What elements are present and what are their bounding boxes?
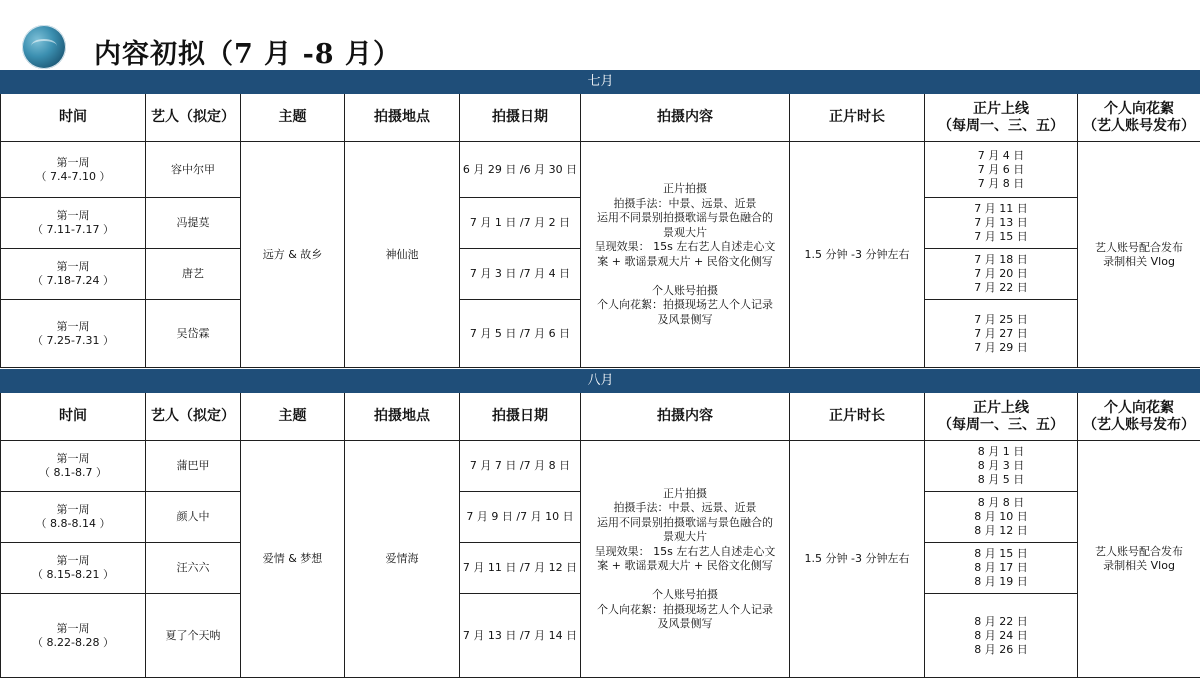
release-date: 7 月 27 日 [974,327,1028,340]
column-header-row [1,393,1200,441]
week-label: 第一周 [57,554,90,567]
release-date: 8 月 26 日 [974,643,1028,656]
shoot-date-cell: 7 月 7 日 /7 月 8 日 [460,441,581,492]
header-extra-line: 个人向花絮 [1104,101,1174,117]
release-date: 8 月 10 日 [974,510,1028,523]
duration-cell: 1.5 分钟 -3 分钟左右 [790,441,925,678]
content-line: 景观大片 [663,226,707,239]
release-dates-cell [925,249,1078,300]
release-date: 7 月 20 日 [974,267,1028,280]
content-line: 景观大片 [663,530,707,543]
release-date: 8 月 22 日 [974,615,1028,628]
theme-cell: 远方 & 故乡 [241,142,345,368]
release-dates-cell [925,142,1078,198]
content-line: 案 + 歌谣景观大片 + 民俗文化侧写 [597,559,772,572]
release-date: 8 月 15 日 [974,547,1028,560]
content-line: 呈现效果： 15s 左右艺人自述走心文 [595,240,776,253]
extra-line: 录制相关 Vlog [1103,559,1175,572]
month-band [1,71,1200,94]
artist-cell: 蒲巴甲 [146,441,241,492]
release-date: 8 月 17 日 [974,561,1028,574]
release-date: 7 月 8 日 [978,177,1025,190]
release-dates-cell [925,492,1078,543]
extra-cell [1078,441,1200,678]
header-duration: 正片时长 [790,94,925,142]
week-range: （ 7.11-7.17 ） [32,223,114,236]
release-date: 7 月 15 日 [974,230,1028,243]
month-label: 七月 [1,71,1200,94]
release-dates-cell [925,543,1078,594]
week-label: 第一周 [57,156,90,169]
header-content: 拍摄内容 [581,393,790,441]
release-date: 8 月 1 日 [978,445,1025,458]
content-line: 个人账号拍摄 [652,284,718,297]
week-range: （ 8.22-8.28 ） [32,636,114,649]
week-label: 第一周 [57,209,90,222]
release-dates-cell [925,300,1078,368]
header-extra-line: 个人向花絮 [1104,400,1174,416]
content-line: 个人向花絮：拍摄现场艺人个人记录 [597,603,773,616]
week-range: （ 8.1-8.7 ） [39,466,107,479]
release-dates-cell [925,441,1078,492]
week-cell [1,300,146,368]
header-extra [1078,393,1200,441]
week-cell [1,543,146,594]
header-release [925,393,1078,441]
header-time: 时间 [1,393,146,441]
content-line: 及风景侧写 [658,313,713,326]
release-date: 8 月 5 日 [978,473,1025,486]
content-line: 案 + 歌谣景观大片 + 民俗文化侧写 [597,255,772,268]
artist-cell: 冯提莫 [146,198,241,249]
header-location: 拍摄地点 [345,94,460,142]
header-time: 时间 [1,94,146,142]
theme-cell: 爱情 & 梦想 [241,441,345,678]
release-date: 7 月 13 日 [974,216,1028,229]
extra-line: 艺人账号配合发布 [1095,545,1183,558]
artist-cell: 汪六六 [146,543,241,594]
release-date: 7 月 29 日 [974,341,1028,354]
artist-cell: 唐艺 [146,249,241,300]
header-extra-line: （艺人账号发布） [1083,118,1195,134]
release-date: 7 月 4 日 [978,149,1025,162]
header-release-line: 正片上线 [973,101,1029,117]
release-date: 7 月 22 日 [974,281,1028,294]
header-theme: 主题 [241,393,345,441]
release-date: 8 月 19 日 [974,575,1028,588]
content-line: 运用不同景别拍摄歌谣与景色融合的 [597,211,773,224]
week-label: 第一周 [57,622,90,635]
content-line: 个人账号拍摄 [652,588,718,601]
header-extra-line: （艺人账号发布） [1083,417,1195,433]
release-date: 7 月 11 日 [974,202,1028,215]
extra-line: 艺人账号配合发布 [1095,241,1183,254]
location-cell: 爱情海 [345,441,460,678]
content-line: 个人向花絮：拍摄现场艺人个人记录 [597,298,773,311]
shoot-date-cell: 6 月 29 日 /6 月 30 日 [460,142,581,198]
header-duration: 正片时长 [790,393,925,441]
shoot-date-cell: 7 月 11 日 /7 月 12 日 [460,543,581,594]
content-line: 拍摄手法：中景、远景、近景 [614,197,757,210]
artist-cell: 颜人中 [146,492,241,543]
week-label: 第一周 [57,452,90,465]
release-date: 8 月 3 日 [978,459,1025,472]
table-row [1,142,1200,198]
week-label: 第一周 [57,260,90,273]
release-dates-cell [925,594,1078,678]
week-cell [1,492,146,543]
header-release-line: 正片上线 [973,400,1029,416]
shoot-date-cell: 7 月 9 日 /7 月 10 日 [460,492,581,543]
header-release-line: （每周一、三、五） [938,417,1064,433]
week-cell [1,441,146,492]
week-range: （ 7.4-7.10 ） [36,170,111,183]
july-schedule-table [0,70,1200,368]
week-cell [1,594,146,678]
header-date: 拍摄日期 [460,94,581,142]
content-line: 正片拍摄 [663,487,707,500]
month-band [1,370,1200,393]
week-cell [1,142,146,198]
release-date: 7 月 25 日 [974,313,1028,326]
week-label: 第一周 [57,320,90,333]
logo-icon [22,25,66,69]
release-date: 7 月 18 日 [974,253,1028,266]
header-extra [1078,94,1200,142]
header-theme: 主题 [241,94,345,142]
week-label: 第一周 [57,503,90,516]
august-schedule-table [0,369,1200,678]
header-date: 拍摄日期 [460,393,581,441]
content-line: 拍摄手法：中景、远景、近景 [614,501,757,514]
column-header-row [1,94,1200,142]
week-range: （ 7.25-7.31 ） [32,334,114,347]
content-cell [581,441,790,678]
content-line: 正片拍摄 [663,182,707,195]
release-date: 8 月 24 日 [974,629,1028,642]
header-content: 拍摄内容 [581,94,790,142]
table-row [1,441,1200,492]
page-header [0,0,1200,70]
content-cell [581,142,790,368]
month-label: 八月 [1,370,1200,393]
shoot-date-cell: 7 月 1 日 /7 月 2 日 [460,198,581,249]
header-location: 拍摄地点 [345,393,460,441]
shoot-date-cell: 7 月 13 日 /7 月 14 日 [460,594,581,678]
release-date: 8 月 12 日 [974,524,1028,537]
week-range: （ 8.8-8.14 ） [36,517,111,530]
duration-cell: 1.5 分钟 -3 分钟左右 [790,142,925,368]
artist-cell: 容中尔甲 [146,142,241,198]
shoot-date-cell: 7 月 5 日 /7 月 6 日 [460,300,581,368]
release-date: 8 月 8 日 [978,496,1025,509]
content-line: 及风景侧写 [658,617,713,630]
page-title: 内容初拟（7 月 -8 月） [94,32,401,71]
release-dates-cell [925,198,1078,249]
header-artist: 艺人（拟定） [146,393,241,441]
location-cell: 神仙池 [345,142,460,368]
artist-cell: 吴岱霖 [146,300,241,368]
content-line: 呈现效果： 15s 左右艺人自述走心文 [595,545,776,558]
content-line: 运用不同景别拍摄歌谣与景色融合的 [597,516,773,529]
extra-cell [1078,142,1200,368]
shoot-date-cell: 7 月 3 日 /7 月 4 日 [460,249,581,300]
week-range: （ 8.15-8.21 ） [32,568,114,581]
week-range: （ 7.18-7.24 ） [32,274,114,287]
extra-line: 录制相关 Vlog [1103,255,1175,268]
release-date: 7 月 6 日 [978,163,1025,176]
header-release-line: （每周一、三、五） [938,118,1064,134]
header-artist: 艺人（拟定） [146,94,241,142]
header-release [925,94,1078,142]
week-cell [1,249,146,300]
week-cell [1,198,146,249]
artist-cell: 夏了个天呐 [146,594,241,678]
